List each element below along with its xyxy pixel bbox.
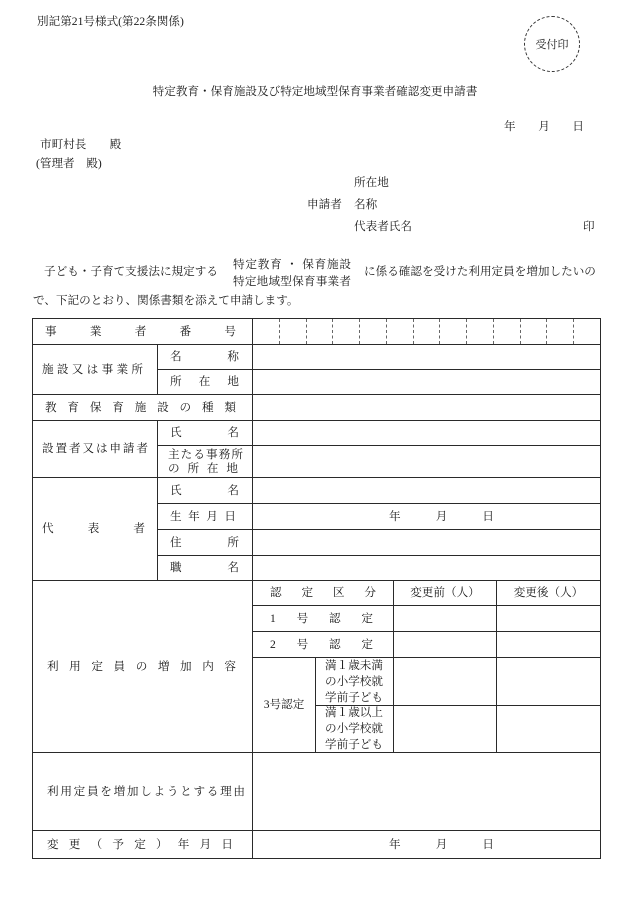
- form-title: 特定教育・保育施設及び特定地域型保育事業者確認変更申請書: [152, 85, 478, 98]
- seal-mark: 印: [583, 220, 595, 233]
- change-date-label-char: （: [90, 837, 103, 851]
- facility-name-value-cell: [252, 344, 601, 370]
- body-choice-facility-char: 定: [245, 258, 257, 271]
- capacity-group-label-char: 員: [113, 659, 126, 673]
- change-date-label-char: 予: [112, 837, 124, 851]
- facility-type-value-cell: [252, 394, 601, 421]
- capacity-over-one-before-cell: [393, 705, 497, 753]
- facility-address-label-char: 在: [198, 375, 211, 388]
- founder-group-label-char: 又: [82, 442, 95, 455]
- capacity-type3-label-cell: [252, 657, 316, 753]
- business-number-digit-box: [387, 319, 414, 344]
- capacity-category-header: [270, 586, 376, 600]
- business-number-digit-box: [521, 319, 548, 344]
- business-number-label-char: 号: [224, 324, 236, 338]
- business-number-digit-box: [333, 319, 360, 344]
- reason-label-char: す: [193, 784, 206, 798]
- founder-office-label-line2-char: の: [168, 461, 180, 475]
- capacity-group-label-char: 容: [224, 659, 236, 673]
- reason-label-char: 員: [86, 784, 99, 798]
- founder-office-label-cell: [157, 445, 253, 478]
- founder-office-label-line1-char: る: [193, 447, 205, 461]
- facility-group-label-char: 事: [101, 362, 114, 376]
- reason-label-char: し: [140, 784, 152, 798]
- business-number-digit-box: [414, 319, 441, 344]
- representative-title-label-char: 職: [170, 561, 182, 574]
- capacity-category-header-char: 定: [301, 586, 314, 599]
- capacity-under-one-line3: 学前子ども: [325, 690, 383, 704]
- facility-group-label-char: 又: [71, 362, 84, 376]
- reason-label-char: る: [206, 784, 219, 798]
- facility-group-label-char: 業: [116, 362, 129, 376]
- representative-birth-label-cell: [157, 503, 253, 530]
- reason-label-char: 利: [47, 784, 59, 798]
- addressee-mayor: 市町村長 殿: [40, 138, 122, 151]
- founder-name-label-cell: [157, 420, 253, 446]
- founder-group-label: [42, 442, 148, 456]
- capacity-group-label-char: 増: [157, 659, 170, 673]
- reason-label-char: と: [180, 784, 192, 798]
- change-date-label-char: 月: [199, 837, 212, 851]
- facility-name-label-char: 名: [170, 350, 182, 363]
- change-date-label-char: 更: [68, 837, 81, 851]
- representative-address-value-cell: [252, 529, 601, 556]
- capacity-type1-label: [270, 612, 373, 626]
- body-choice-business-char: 定: [244, 275, 257, 288]
- founder-office-label-line2-char: 所: [187, 461, 200, 475]
- application-date: [504, 120, 584, 134]
- representative-title-label: [170, 561, 239, 575]
- representative-group-label-char: 表: [87, 522, 100, 535]
- change-date-label-char: 年: [177, 837, 190, 851]
- capacity-over-one-line3: 学前子ども: [325, 738, 383, 751]
- capacity-type1-label-char: 認: [328, 611, 341, 625]
- representative-birth-label: [170, 510, 236, 524]
- representative-title-label-char: 名: [227, 561, 239, 574]
- capacity-category-header-char: 区: [332, 586, 345, 599]
- founder-office-label-line1-char: 主: [168, 447, 180, 461]
- business-number-label: [45, 325, 236, 339]
- body-choice-business-char: 型: [280, 275, 292, 288]
- capacity-under-one-before-cell: [393, 657, 497, 706]
- capacity-type1-label-char: 定: [361, 611, 373, 625]
- founder-group-cell: [32, 420, 158, 478]
- body-choice-facility: [233, 258, 351, 272]
- business-number-digit-box: [574, 319, 600, 344]
- reason-label-char: 加: [126, 784, 139, 798]
- capacity-type2-label-char: 定: [361, 637, 373, 651]
- reason-label-char: を: [100, 784, 112, 798]
- capacity-type2-after-cell: [496, 631, 601, 658]
- facility-name-label-cell: [157, 344, 253, 370]
- capacity-type1-label-cell: [252, 605, 394, 632]
- capacity-group-label-char: の: [135, 659, 148, 673]
- founder-office-value-cell: [252, 445, 601, 478]
- facility-type-label-char: 施: [134, 400, 147, 414]
- business-number-digit-box: [494, 319, 521, 344]
- body-choice-business-char: 育: [303, 275, 316, 288]
- representative-group-label: [42, 522, 145, 536]
- body-continuation: に係る確認を受けた利用定員を増加したいの: [364, 265, 596, 278]
- founder-group-label-char: 設: [42, 442, 54, 455]
- founder-name-value-cell: [252, 420, 601, 446]
- capacity-over-one-label-cell: [315, 705, 394, 753]
- body-choice-facility-char: [299, 258, 302, 272]
- capacity-before-header-cell: [393, 580, 497, 606]
- body-closing: で、下記のとおり、関係書類を添えて申請します。: [33, 294, 299, 307]
- change-date-label-char: 変: [47, 837, 59, 851]
- body-choice-business-char: 保: [292, 275, 304, 288]
- capacity-under-one-line1: 満１歳未満: [325, 658, 383, 672]
- capacity-after-header-cell: [496, 580, 601, 606]
- capacity-group-label-char: 利: [47, 659, 59, 673]
- capacity-group-label-char: 内: [202, 659, 214, 673]
- change-date-label-char: ）: [155, 837, 168, 851]
- founder-group-label-char: は: [95, 442, 108, 455]
- capacity-over-one-after-cell: [496, 705, 601, 753]
- capacity-type1-before-cell: [393, 605, 497, 632]
- facility-group-label-char: は: [86, 362, 99, 376]
- body-choice-business-char: 者: [339, 275, 351, 288]
- capacity-group-label-char: 定: [91, 659, 103, 673]
- representative-birth-date-char: 年: [389, 509, 401, 523]
- capacity-under-one-label-cell: [315, 657, 394, 706]
- business-number-digit-box: [307, 319, 334, 344]
- representative-name-label-cell: [157, 477, 253, 504]
- capacity-group-label-char: 用: [69, 659, 81, 673]
- business-number-digit-box: [467, 319, 494, 344]
- representative-birth-label-char: 生: [170, 509, 182, 523]
- facility-type-label-char: の: [179, 400, 192, 414]
- business-number-digit-box: [440, 319, 467, 344]
- capacity-group-label-char: 加: [180, 659, 192, 673]
- business-number-label-char: 者: [134, 324, 147, 338]
- facility-group-cell: [32, 344, 158, 395]
- body-choice-business-char: 地: [256, 275, 269, 288]
- body-choice-facility-char: ・: [286, 258, 298, 271]
- capacity-group-cell: [32, 580, 253, 753]
- representative-birth-label-char: 年: [188, 509, 200, 523]
- founder-office-label-line1-char: 事: [206, 447, 218, 461]
- founder-office-label-line1-char: 所: [231, 447, 243, 461]
- body-choice-facility-char: 特: [233, 258, 245, 271]
- business-number-value-cell: [252, 318, 601, 345]
- founder-office-label-line2: [168, 462, 243, 476]
- reception-stamp-label: 受付印: [535, 39, 569, 51]
- body-choice-facility-char: [283, 258, 286, 272]
- business-number-digit-box: [547, 319, 574, 344]
- facility-type-label-char: 設: [157, 400, 169, 414]
- representative-title-value-cell: [252, 555, 601, 581]
- business-number-digit-box: [280, 319, 307, 344]
- capacity-type2-label-cell: [252, 631, 394, 658]
- founder-office-label: [168, 448, 243, 476]
- representative-group-label-char: 代: [42, 522, 54, 535]
- body-choice-facility-char: 育: [314, 258, 327, 271]
- facility-group-label-char: 設: [56, 362, 69, 376]
- body-choice-facility-char: 育: [270, 258, 282, 271]
- reason-value-cell: [252, 752, 601, 831]
- body-choice-facility-char: 設: [339, 258, 351, 271]
- change-date-label-char: 定: [134, 837, 146, 851]
- applicant-representative-label: 代表者氏名: [354, 220, 412, 233]
- capacity-type2-label-char: 2: [270, 637, 276, 651]
- facility-group-label: [42, 363, 143, 377]
- reason-label-char: 由: [233, 784, 245, 798]
- representative-group-cell: [32, 477, 158, 581]
- body-lead: 子ども・子育て支援法に規定する: [44, 265, 218, 278]
- facility-type-label-char: 教: [45, 400, 57, 414]
- reason-label: [47, 785, 245, 799]
- business-number-digit-box: [360, 319, 387, 344]
- capacity-type2-label-char: 号: [296, 637, 309, 651]
- capacity-type1-label-char: 1: [270, 611, 276, 625]
- change-date-value-char: 日: [482, 837, 494, 851]
- facility-address-value-cell: [252, 369, 601, 395]
- representative-address-label: [170, 536, 239, 550]
- founder-name-label-char: 氏: [170, 426, 182, 439]
- founder-name-label: [170, 426, 239, 440]
- change-date-value-char: 年: [389, 837, 401, 851]
- change-date-value: [389, 838, 494, 852]
- business-number-digit-box: [253, 319, 280, 344]
- capacity-before-header: 変更前（人）: [410, 586, 480, 599]
- representative-title-label-cell: [157, 555, 253, 581]
- change-date-value-cell: [252, 830, 601, 859]
- application-date-char: 月: [538, 120, 550, 133]
- representative-birth-date: [389, 510, 494, 524]
- applicant-name-label: 名称: [354, 198, 378, 211]
- facility-type-label: [45, 401, 236, 415]
- body-choice-business-char: 事: [315, 275, 328, 288]
- capacity-over-one-line2: の小学校就: [325, 722, 383, 735]
- reception-stamp-circle: [524, 16, 580, 72]
- application-date-char: 年: [504, 120, 516, 133]
- capacity-over-one-line1: 満１歳以上: [325, 706, 383, 719]
- representative-address-label-char: 所: [227, 535, 239, 549]
- facility-type-label-cell: [32, 394, 253, 421]
- change-date-label: [47, 838, 233, 852]
- capacity-type2-before-cell: [393, 631, 497, 658]
- capacity-under-one-label: [325, 658, 383, 706]
- facility-name-label-char: 称: [227, 350, 239, 363]
- capacity-type3-label: 3号認定: [263, 698, 305, 711]
- representative-name-value-cell: [252, 477, 601, 504]
- applicant-label: 申請者: [307, 198, 342, 211]
- reason-label-char: 定: [73, 784, 86, 798]
- body-choice-business-char: 業: [327, 275, 340, 288]
- founder-group-label-char: 請: [122, 442, 135, 455]
- reason-label-char: う: [166, 784, 179, 798]
- reason-label-char: 用: [60, 784, 72, 798]
- capacity-type2-label-char: 認: [328, 637, 341, 651]
- founder-office-label-line2-char: 地: [226, 461, 238, 475]
- capacity-type1-after-cell: [496, 605, 601, 632]
- representative-birth-label-char: 月: [206, 509, 218, 523]
- reason-label-char: よ: [153, 784, 166, 798]
- application-date-char: 日: [572, 120, 584, 133]
- founder-group-label-char: 者: [136, 442, 148, 455]
- representative-name-label-char: 氏: [170, 483, 182, 497]
- body-choice-business-char: 特: [233, 275, 245, 288]
- facility-address-label: [170, 375, 239, 389]
- capacity-type1-label-char: 号: [296, 611, 309, 625]
- founder-office-label-line1-char: た: [180, 447, 193, 461]
- capacity-category-header-char: 認: [270, 586, 282, 599]
- facility-address-label-cell: [157, 369, 253, 395]
- capacity-type2-label: [270, 638, 373, 652]
- business-number-label-char: 事: [45, 324, 57, 338]
- capacity-category-header-char: 分: [364, 586, 376, 599]
- facility-group-label-char: 施: [42, 362, 54, 376]
- facility-type-label-char: 育: [112, 400, 124, 414]
- representative-name-label-char: 名: [227, 483, 239, 497]
- facility-address-label-char: 地: [227, 375, 239, 388]
- founder-group-label-char: 置: [55, 442, 68, 455]
- business-number-label-cell: [32, 318, 253, 345]
- representative-group-label-char: 者: [133, 522, 145, 535]
- founder-group-label-char: 申: [109, 442, 122, 455]
- founder-office-label-line1: [168, 448, 243, 462]
- facility-group-label-char: 所: [131, 362, 143, 376]
- capacity-category-header-cell: [252, 580, 394, 606]
- representative-birth-label-char: 日: [224, 509, 236, 523]
- body-choice-facility-char: 施: [326, 258, 339, 271]
- capacity-over-one-label: [325, 705, 383, 753]
- capacity-under-one-after-cell: [496, 657, 601, 706]
- change-date-label-cell: [32, 830, 253, 859]
- founder-group-label-char: 者: [68, 442, 81, 455]
- representative-birth-value-cell: [252, 503, 601, 530]
- change-date-label-char: 日: [221, 837, 233, 851]
- capacity-group-label: [47, 660, 236, 674]
- facility-type-label-char: 保: [89, 400, 102, 414]
- founder-name-label-char: 名: [227, 426, 239, 439]
- body-choice-facility-char: 保: [302, 258, 314, 271]
- representative-birth-date-char: 月: [435, 509, 448, 523]
- representative-address-label-char: 住: [170, 535, 182, 549]
- representative-address-label-cell: [157, 529, 253, 556]
- facility-name-label: [170, 350, 239, 364]
- body-choice-facility-char: 教: [257, 258, 270, 271]
- form-number: 別記第21号様式(第22条関係): [37, 15, 184, 28]
- founder-office-label-line2-char: 在: [206, 461, 219, 475]
- applicant-address-label: 所在地: [354, 176, 389, 189]
- capacity-under-one-line2: の小学校就: [325, 674, 383, 688]
- change-date-value-char: 月: [435, 837, 448, 851]
- reason-label-cell: [32, 752, 253, 831]
- facility-type-label-char: 育: [67, 400, 80, 414]
- business-number-label-char: 業: [89, 324, 102, 338]
- founder-office-label-line1-char: 務: [218, 447, 231, 461]
- representative-name-label: [170, 484, 239, 498]
- representative-birth-date-char: 日: [482, 509, 494, 523]
- business-number-label-char: 番: [179, 324, 192, 338]
- addressee-manager: (管理者 殿): [36, 157, 102, 170]
- reason-label-char: 増: [113, 784, 126, 798]
- reason-label-char: 理: [220, 784, 232, 798]
- facility-type-label-char: 種: [201, 400, 214, 414]
- capacity-after-header: 変更後（人）: [513, 586, 584, 599]
- body-choice-business-char: 域: [268, 275, 281, 288]
- body-choice-business: [233, 275, 351, 289]
- facility-address-label-char: 所: [170, 375, 182, 388]
- facility-type-label-char: 類: [224, 400, 236, 414]
